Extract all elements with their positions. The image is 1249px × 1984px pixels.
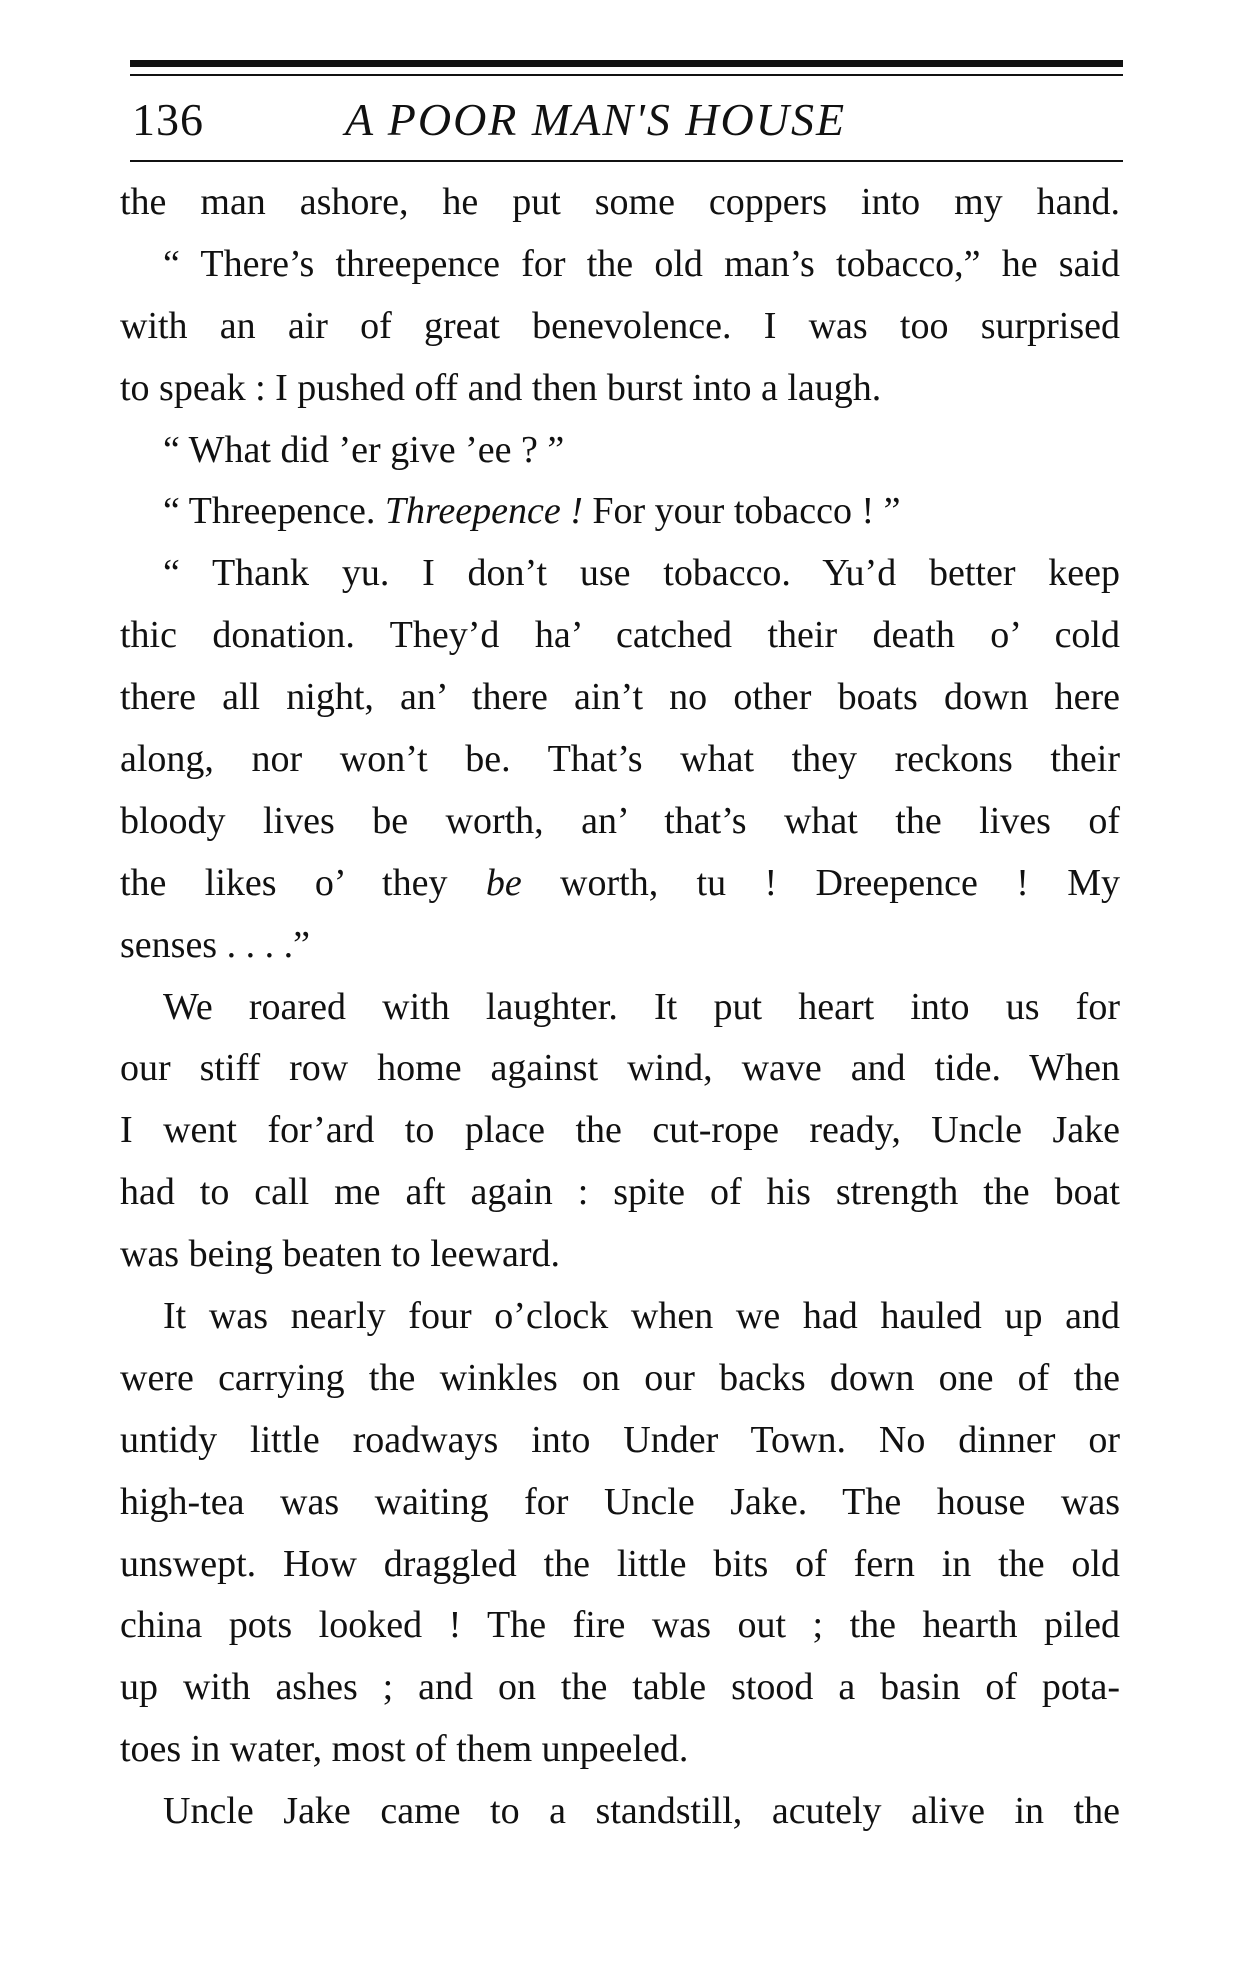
page-number: 136 — [132, 94, 204, 145]
italic-emphasis: be — [485, 861, 522, 904]
text-line: up with ashes ; and on the table stood a basin of pota- — [120, 1666, 1120, 1709]
line-segment: “ Threepence. — [163, 490, 385, 533]
header-bottom-rule — [130, 160, 1123, 162]
text-line — [120, 481, 1120, 543]
text-line: We roared with laughter. It put heart into us for — [163, 985, 1120, 1028]
text-line: china pots looked ! The fire was out ; the hearth piled — [120, 1604, 1120, 1647]
text-line: there all night, an’ there ain’t no other boats down here — [120, 676, 1120, 719]
text-line: to speak : I pushed off and then burst into a laugh. — [120, 366, 882, 409]
line-segment: worth, tu ! Dreepence ! My — [521, 861, 1120, 904]
text-line: untidy little roadways into Under Town. No dinner or — [120, 1418, 1120, 1461]
line-segment: For your tobacco ! ” — [582, 490, 901, 533]
text-line: “ Thank yu. I don’t use tobacco. Yu’d better keep — [163, 552, 1120, 595]
body-text — [120, 172, 1120, 1843]
italic-emphasis: Threepence ! — [384, 490, 583, 533]
line-segment: the likes o’ they — [120, 861, 486, 904]
header-thick-rule — [130, 60, 1123, 67]
header-thin-rule — [130, 74, 1123, 76]
text-line: was being beaten to leeward. — [120, 1233, 560, 1276]
text-line: the man ashore, he put some coppers into my hand. — [120, 181, 1120, 223]
text-line: had to call me aft again : spite of his strength the boat — [120, 1171, 1120, 1214]
text-line: “ What did ’er give ’ee ? ” — [163, 428, 565, 471]
text-line: I went for’ard to place the cut-rope ready, Uncle Jake — [120, 1109, 1120, 1152]
text-line: with an air of great benevolence. I was too surprised — [120, 304, 1120, 347]
text-line: toes in water, most of them unpeeled. — [120, 1728, 689, 1771]
text-line: our stiff row home against wind, wave and tide. When — [120, 1047, 1120, 1090]
text-line: high-tea was waiting for Uncle Jake. The house was — [120, 1480, 1120, 1523]
text-line: senses . . . .” — [120, 923, 310, 966]
text-line — [120, 853, 1120, 915]
text-line: thic donation. They’d ha’ catched their death o’ cold — [120, 614, 1120, 657]
text-line: along, nor won’t be. That’s what they reckons their — [120, 738, 1120, 781]
text-line: bloody lives be worth, an’ that’s what the lives of — [120, 799, 1120, 842]
text-line: were carrying the winkles on our backs down one of the — [120, 1356, 1120, 1399]
text-line: It was nearly four o’clock when we had hauled up and — [163, 1295, 1120, 1338]
text-line: Uncle Jake came to a standstill, acutely alive in the — [163, 1790, 1120, 1833]
running-title: A POOR MAN'S HOUSE — [345, 94, 847, 145]
running-head — [130, 88, 1123, 152]
text-line: unswept. How draggled the little bits of fern in the old — [120, 1542, 1120, 1585]
text-line: “ There’s threepence for the old man’s tobacco,” he said — [163, 242, 1120, 285]
